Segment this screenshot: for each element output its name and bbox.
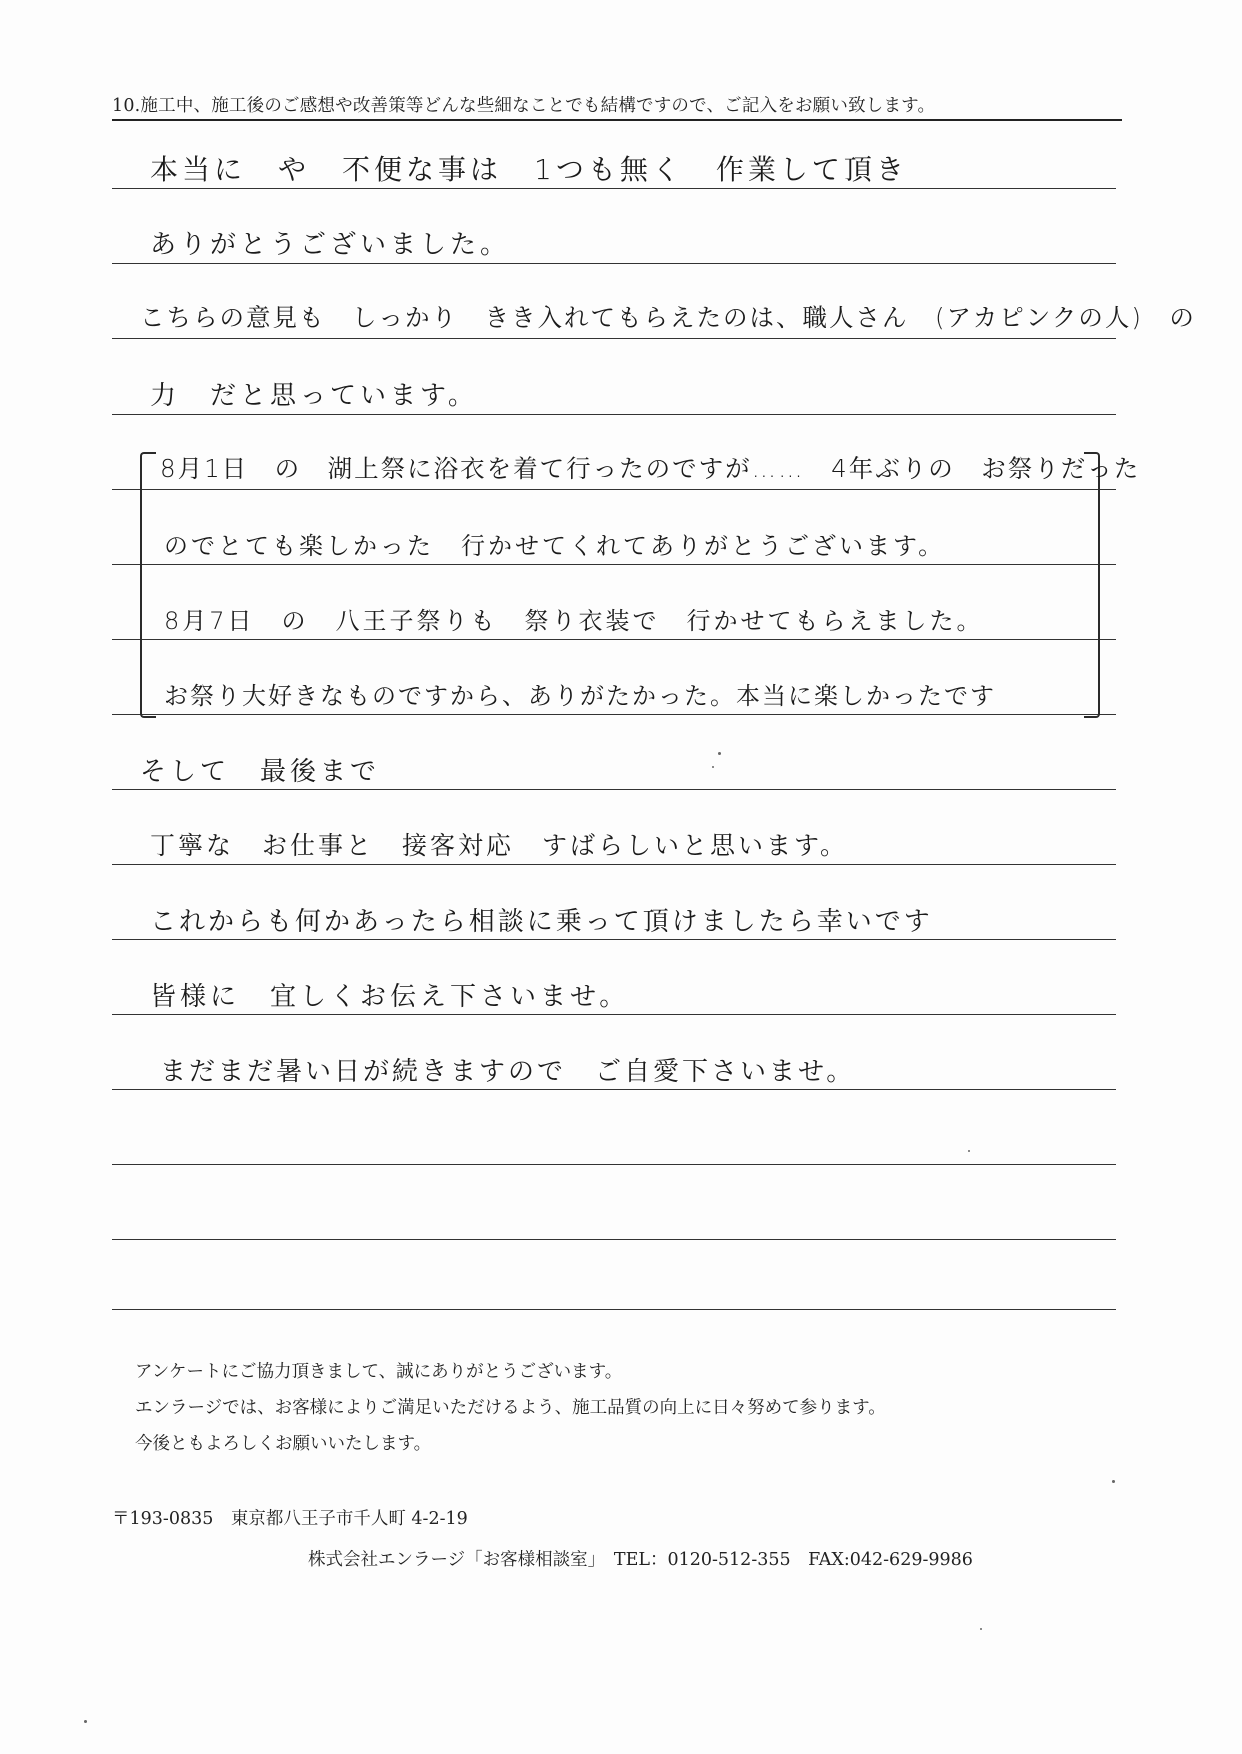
scan-speck xyxy=(718,752,721,755)
ruled-line xyxy=(112,714,1116,715)
ruled-line xyxy=(112,414,1116,415)
ruled-line xyxy=(112,1164,1116,1165)
commitment-line: エンラージでは、お客様によりご満足いただけるよう、施工品質の向上に日々努めて参ります。 xyxy=(135,1398,886,1418)
scan-speck xyxy=(968,1150,970,1152)
bracket-right xyxy=(1084,452,1100,718)
scan-speck xyxy=(712,766,714,768)
ruled-line xyxy=(112,789,1116,790)
closing-line: 今後ともよろしくお願いいたします。 xyxy=(135,1434,432,1454)
ruled-line xyxy=(112,338,1116,339)
handwritten-line: ありがとうございました。 xyxy=(150,230,511,260)
scan-speck xyxy=(84,1720,87,1723)
question-heading: 10.施工中、施工後のご感想や改善策等どんな些細なことでも結構ですので、ご記入をお願い致します。 xyxy=(112,92,1122,121)
ruled-line xyxy=(112,188,1116,189)
ruled-line xyxy=(112,639,1116,640)
company-contact: 株式会社エンラージ「お客様相談室」 TEL：0120-512-355 FAX:042-629-9986 xyxy=(308,1550,973,1570)
handwritten-line: 力 だと思っています。 xyxy=(150,381,478,411)
ruled-line xyxy=(112,564,1116,565)
handwritten-line: のでとても楽しかった 行かせてくれてありがとうございます。 xyxy=(164,532,946,560)
ruled-line xyxy=(112,864,1116,865)
thanks-line: アンケートにご協力頂きまして、誠にありがとうございます。 xyxy=(135,1362,623,1382)
handwritten-line: 皆様に 宜しくお伝え下さいませ。 xyxy=(150,982,630,1012)
handwritten-line: 8月7日 の 八王子祭りも 祭り衣装で 行かせてもらえました。 xyxy=(164,607,984,635)
ruled-line xyxy=(112,1014,1116,1015)
handwritten-line: まだまだ暑い日が続きますので ご自愛下さいませ。 xyxy=(160,1057,856,1087)
scan-speck xyxy=(1112,1480,1115,1483)
ruled-line xyxy=(112,489,1116,490)
handwritten-line: お祭り大好きなものですから、ありがたかった。本当に楽しかったです xyxy=(164,682,996,710)
scan-speck xyxy=(980,1628,982,1630)
ruled-line xyxy=(112,263,1116,264)
ruled-line xyxy=(112,1309,1116,1310)
handwritten-line: こちらの意見も しっかり きき入れてもらえたのは、職人さん (アカピンクの人) の xyxy=(140,303,1196,332)
handwritten-line: そして 最後まで xyxy=(140,757,381,787)
bracket-left xyxy=(140,452,156,718)
ruled-line xyxy=(112,1089,1116,1090)
ruled-line xyxy=(112,939,1116,940)
postal-address: 〒193-0835 東京都八王子市千人町 4-2-19 xyxy=(112,1509,468,1529)
handwritten-line: これからも何かあったら相談に乗って頂けましたら幸いです xyxy=(150,907,933,937)
handwritten-line: 丁寧な お仕事と 接客対応 すばらしいと思います。 xyxy=(150,831,849,860)
handwritten-line: 8月1日 の 湖上祭に浴衣を着て行ったのですが…… 4年ぶりの お祭りだった xyxy=(160,454,1141,483)
ruled-line xyxy=(112,1239,1116,1240)
handwritten-line: 本当に や 不便な事は 1つも無く 作業して頂き xyxy=(150,153,908,186)
